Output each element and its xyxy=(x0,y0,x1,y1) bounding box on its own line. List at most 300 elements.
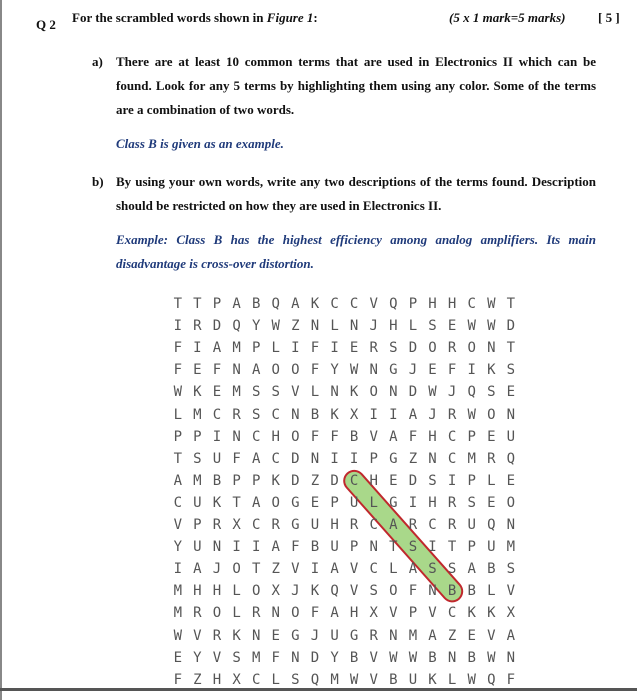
grid-letter[interactable]: K xyxy=(310,296,320,312)
grid-letter[interactable]: V xyxy=(506,583,516,600)
grid-letter[interactable]: D xyxy=(330,472,339,489)
grid-letter[interactable]: S xyxy=(389,340,398,357)
grid-letter[interactable]: O xyxy=(369,384,378,401)
grid-letter[interactable]: K xyxy=(330,406,339,423)
grid-letter[interactable]: R xyxy=(447,517,457,533)
grid-letter[interactable]: D xyxy=(291,450,300,467)
grid-letter[interactable]: Q xyxy=(506,450,516,467)
grid-letter[interactable]: G xyxy=(389,494,398,511)
grid-letter[interactable]: O xyxy=(212,605,222,622)
grid-letter[interactable]: W xyxy=(487,649,496,666)
grid-letter[interactable]: B xyxy=(467,649,476,666)
grid-letter[interactable]: A xyxy=(330,605,339,622)
grid-letter[interactable]: I xyxy=(408,494,418,511)
grid-letter[interactable]: Y xyxy=(330,649,339,666)
grid-letter[interactable]: O xyxy=(487,406,496,423)
grid-letter[interactable]: E xyxy=(467,627,476,644)
grid-letter[interactable]: O xyxy=(291,428,300,445)
grid-letter[interactable]: M xyxy=(330,671,339,688)
grid-letter[interactable]: J xyxy=(369,318,378,335)
grid-letter[interactable]: X xyxy=(506,605,516,622)
grid-letter[interactable]: W xyxy=(408,649,418,666)
grid-letter[interactable]: B xyxy=(389,671,398,688)
grid-letter[interactable]: T xyxy=(173,296,183,312)
grid-letter[interactable]: R xyxy=(271,517,280,533)
grid-letter[interactable]: A xyxy=(251,450,261,467)
grid-letter[interactable]: O xyxy=(291,362,300,379)
grid-letter[interactable]: T xyxy=(232,494,241,511)
grid-letter[interactable]: S xyxy=(447,561,457,578)
grid-letter[interactable]: U xyxy=(330,627,339,644)
grid-letter[interactable]: C xyxy=(349,472,359,489)
grid-letter[interactable]: H xyxy=(389,318,398,335)
grid-letter[interactable]: R xyxy=(349,517,359,533)
grid-letter[interactable]: O xyxy=(428,340,437,357)
grid-letter[interactable]: I xyxy=(173,318,183,335)
grid-letter[interactable]: B xyxy=(349,649,359,666)
grid-letter[interactable]: O xyxy=(506,494,516,511)
grid-letter[interactable]: K xyxy=(232,627,241,644)
grid-letter[interactable]: G xyxy=(291,627,300,644)
grid-letter[interactable]: B xyxy=(251,296,261,312)
grid-letter[interactable]: S xyxy=(487,384,496,401)
grid-letter[interactable]: M xyxy=(193,406,202,423)
grid-letter[interactable]: T xyxy=(193,296,202,312)
grid-letter[interactable]: H xyxy=(428,296,437,312)
grid-letter[interactable]: Q xyxy=(330,583,339,600)
grid-letter[interactable]: A xyxy=(408,561,418,578)
grid-letter[interactable]: B xyxy=(467,583,476,600)
grid-letter[interactable]: L xyxy=(487,583,496,600)
grid-letter[interactable]: V xyxy=(369,428,378,445)
grid-letter[interactable]: O xyxy=(271,494,280,511)
grid-letter[interactable]: K xyxy=(467,605,476,622)
grid-letter[interactable]: Y xyxy=(193,649,202,666)
grid-letter[interactable]: U xyxy=(467,517,476,533)
grid-letter[interactable]: Z xyxy=(408,450,418,467)
grid-letter[interactable]: I xyxy=(447,472,457,489)
grid-letter[interactable]: P xyxy=(251,472,261,489)
grid-letter[interactable]: D xyxy=(408,340,418,357)
grid-letter[interactable]: J xyxy=(291,583,300,600)
grid-letter[interactable]: Q xyxy=(389,296,398,312)
grid-letter[interactable]: A xyxy=(271,539,280,556)
grid-letter[interactable]: X xyxy=(271,583,280,600)
grid-letter[interactable]: I xyxy=(291,340,300,357)
grid-letter[interactable]: U xyxy=(193,494,202,511)
grid-letter[interactable]: V xyxy=(212,649,222,666)
grid-letter[interactable]: H xyxy=(212,671,222,688)
grid-letter[interactable]: N xyxy=(428,583,437,600)
grid-letter[interactable]: P xyxy=(408,605,418,622)
grid-letter[interactable]: I xyxy=(330,340,339,357)
grid-letter[interactable]: C xyxy=(447,428,457,445)
grid-letter[interactable]: A xyxy=(330,561,339,578)
grid-letter[interactable]: L xyxy=(232,583,241,600)
grid-letter[interactable]: W xyxy=(173,627,183,644)
grid-letter[interactable]: N xyxy=(349,318,359,335)
grid-letter[interactable]: S xyxy=(232,649,241,666)
grid-letter[interactable]: S xyxy=(291,671,300,688)
grid-letter[interactable]: N xyxy=(506,406,516,423)
grid-letter[interactable]: L xyxy=(369,494,378,511)
grid-letter[interactable]: W xyxy=(467,406,476,423)
grid-letter[interactable]: N xyxy=(212,539,222,556)
grid-letter[interactable]: C xyxy=(251,671,261,688)
grid-letter[interactable]: F xyxy=(310,340,320,357)
grid-letter[interactable]: K xyxy=(193,384,202,401)
grid-letter[interactable]: W xyxy=(428,384,437,401)
grid-letter[interactable]: R xyxy=(487,450,496,467)
grid-letter[interactable]: X xyxy=(369,605,378,622)
grid-letter[interactable]: M xyxy=(408,627,418,644)
grid-letter[interactable]: I xyxy=(193,340,202,357)
grid-letter[interactable]: M xyxy=(506,539,516,556)
grid-letter[interactable]: F xyxy=(310,362,320,379)
grid-letter[interactable]: R xyxy=(447,406,457,423)
grid-letter[interactable]: E xyxy=(506,472,516,489)
grid-letter[interactable]: N xyxy=(232,362,241,379)
grid-letter[interactable]: B xyxy=(212,472,222,489)
grid-letter[interactable]: M xyxy=(232,340,241,357)
grid-letter[interactable]: N xyxy=(506,517,516,533)
grid-letter[interactable]: F xyxy=(173,340,183,357)
grid-letter[interactable]: L xyxy=(310,384,320,401)
grid-letter[interactable]: C xyxy=(251,428,261,445)
grid-letter[interactable]: G xyxy=(291,517,300,533)
grid-letter[interactable]: X xyxy=(232,671,241,688)
grid-letter[interactable]: P xyxy=(251,340,261,357)
grid-letter[interactable]: F xyxy=(310,605,320,622)
grid-letter[interactable]: R xyxy=(193,605,202,622)
grid-letter[interactable]: F xyxy=(447,362,457,379)
grid-letter[interactable]: C xyxy=(447,605,457,622)
grid-letter[interactable]: K xyxy=(487,605,496,622)
grid-letter[interactable]: E xyxy=(310,494,320,511)
grid-letter[interactable]: V xyxy=(173,517,183,533)
grid-letter[interactable]: N xyxy=(369,539,378,556)
grid-letter[interactable]: R xyxy=(232,406,241,423)
grid-letter[interactable]: S xyxy=(251,384,261,401)
grid-letter[interactable]: A xyxy=(291,296,300,312)
grid-letter[interactable]: C xyxy=(212,406,222,423)
grid-letter[interactable]: B xyxy=(310,539,320,556)
grid-letter[interactable]: S xyxy=(506,362,516,379)
grid-letter[interactable]: K xyxy=(271,472,280,489)
grid-letter[interactable]: B xyxy=(349,428,359,445)
grid-letter[interactable]: W xyxy=(349,671,359,688)
grid-letter[interactable]: U xyxy=(193,539,202,556)
grid-letter[interactable]: P xyxy=(369,450,378,467)
grid-letter[interactable]: I xyxy=(349,450,359,467)
grid-letter[interactable]: C xyxy=(251,517,261,533)
grid-letter[interactable]: E xyxy=(428,362,437,379)
grid-letter[interactable]: F xyxy=(310,428,320,445)
grid-letter[interactable]: O xyxy=(232,561,241,578)
grid-letter[interactable]: R xyxy=(447,340,457,357)
grid-letter[interactable]: N xyxy=(506,649,516,666)
grid-letter[interactable]: R xyxy=(251,605,261,622)
grid-letter[interactable]: Z xyxy=(291,318,300,335)
grid-letter[interactable]: A xyxy=(467,561,476,578)
grid-letter[interactable]: F xyxy=(173,362,183,379)
grid-letter[interactable]: I xyxy=(232,539,241,556)
grid-letter[interactable]: A xyxy=(193,561,202,578)
grid-letter[interactable]: G xyxy=(349,627,359,644)
grid-letter[interactable]: N xyxy=(389,627,398,644)
grid-letter[interactable]: E xyxy=(173,649,183,666)
grid-letter[interactable]: K xyxy=(349,384,359,401)
grid-letter[interactable]: R xyxy=(408,517,418,533)
grid-letter[interactable]: L xyxy=(447,671,457,688)
grid-letter[interactable]: C xyxy=(369,561,378,578)
grid-letter[interactable]: P xyxy=(330,494,339,511)
grid-letter[interactable]: E xyxy=(389,472,398,489)
grid-letter[interactable]: I xyxy=(428,539,437,556)
grid-letter[interactable]: B xyxy=(428,649,437,666)
grid-letter[interactable]: O xyxy=(291,605,300,622)
grid-letter[interactable]: C xyxy=(271,450,280,467)
grid-letter[interactable]: W xyxy=(487,318,496,335)
grid-letter[interactable]: V xyxy=(369,296,378,312)
grid-letter[interactable]: A xyxy=(232,296,241,312)
grid-letter[interactable]: N xyxy=(447,649,457,666)
grid-letter[interactable]: Q xyxy=(271,296,280,312)
grid-letter[interactable]: E xyxy=(271,627,280,644)
grid-letter[interactable]: Q xyxy=(487,671,496,688)
grid-letter[interactable]: D xyxy=(212,318,222,335)
grid-letter[interactable]: P xyxy=(349,539,359,556)
grid-letter[interactable]: Q xyxy=(467,384,476,401)
grid-letter[interactable]: S xyxy=(271,384,280,401)
grid-letter[interactable]: P xyxy=(467,472,476,489)
grid-letter[interactable]: U xyxy=(408,671,418,688)
grid-letter[interactable]: U xyxy=(310,517,320,533)
grid-letter[interactable]: C xyxy=(330,296,339,312)
grid-letter[interactable]: W xyxy=(487,296,496,312)
grid-letter[interactable]: G xyxy=(291,494,300,511)
grid-letter[interactable]: T xyxy=(447,539,457,556)
grid-letter[interactable]: J xyxy=(408,362,418,379)
grid-letter[interactable]: F xyxy=(232,450,241,467)
grid-letter[interactable]: O xyxy=(467,340,476,357)
grid-letter[interactable]: W xyxy=(467,318,476,335)
grid-letter[interactable]: B xyxy=(447,583,457,600)
grid-letter[interactable]: U xyxy=(212,450,222,467)
grid-letter[interactable]: H xyxy=(447,296,457,312)
grid-letter[interactable]: R xyxy=(369,627,378,644)
grid-letter[interactable]: H xyxy=(428,428,437,445)
grid-letter[interactable]: H xyxy=(369,472,378,489)
grid-letter[interactable]: X xyxy=(349,406,359,423)
grid-letter[interactable]: V xyxy=(369,649,378,666)
grid-letter[interactable]: E xyxy=(349,340,359,357)
grid-letter[interactable]: E xyxy=(487,494,496,511)
grid-letter[interactable]: S xyxy=(428,561,437,578)
grid-letter[interactable]: L xyxy=(271,671,280,688)
grid-letter[interactable]: F xyxy=(271,649,280,666)
grid-letter[interactable]: P xyxy=(467,428,476,445)
grid-letter[interactable]: C xyxy=(271,406,280,423)
grid-letter[interactable]: O xyxy=(271,362,280,379)
grid-letter[interactable]: A xyxy=(428,627,437,644)
grid-letter[interactable]: L xyxy=(173,406,183,423)
grid-letter[interactable]: C xyxy=(369,517,378,533)
grid-letter[interactable]: S xyxy=(251,406,261,423)
grid-letter[interactable]: K xyxy=(428,671,437,688)
grid-letter[interactable]: P xyxy=(173,428,183,445)
grid-letter[interactable]: E xyxy=(447,318,457,335)
grid-letter[interactable]: S xyxy=(428,318,437,335)
grid-letter[interactable]: L xyxy=(487,472,496,489)
grid-letter[interactable]: C xyxy=(173,494,183,511)
grid-letter[interactable]: M xyxy=(173,605,183,622)
grid-letter[interactable]: O xyxy=(251,583,261,600)
grid-letter[interactable]: V xyxy=(193,627,202,644)
grid-letter[interactable]: E xyxy=(506,384,516,401)
grid-letter[interactable]: D xyxy=(506,318,516,335)
grid-letter[interactable]: H xyxy=(428,494,437,511)
grid-letter[interactable]: S xyxy=(506,561,516,578)
grid-letter[interactable]: C xyxy=(467,296,476,312)
grid-letter[interactable]: F xyxy=(506,671,516,688)
grid-letter[interactable]: R xyxy=(212,627,222,644)
grid-letter[interactable]: D xyxy=(408,384,418,401)
grid-letter[interactable]: U xyxy=(349,494,359,511)
grid-letter[interactable]: F xyxy=(330,428,339,445)
grid-letter[interactable]: W xyxy=(389,649,398,666)
grid-letter[interactable]: S xyxy=(369,583,378,600)
grid-letter[interactable]: P xyxy=(408,296,418,312)
grid-letter[interactable]: V xyxy=(428,605,437,622)
grid-letter[interactable]: E xyxy=(487,428,496,445)
grid-letter[interactable]: K xyxy=(310,583,320,600)
grid-letter[interactable]: N xyxy=(330,384,339,401)
grid-letter[interactable]: A xyxy=(173,472,183,489)
grid-letter[interactable]: P xyxy=(193,428,202,445)
grid-letter[interactable]: N xyxy=(291,649,300,666)
grid-letter[interactable]: A xyxy=(408,406,418,423)
grid-letter[interactable]: U xyxy=(506,428,516,445)
grid-letter[interactable]: K xyxy=(487,362,496,379)
grid-letter[interactable]: P xyxy=(232,472,241,489)
grid-letter[interactable]: E xyxy=(212,384,222,401)
grid-letter[interactable]: N xyxy=(428,450,437,467)
grid-letter[interactable]: S xyxy=(467,494,476,511)
grid-letter[interactable]: M xyxy=(251,649,261,666)
grid-letter[interactable]: Q xyxy=(310,671,320,688)
grid-letter[interactable]: S xyxy=(193,450,202,467)
grid-letter[interactable]: Z xyxy=(447,627,457,644)
grid-letter[interactable]: Q xyxy=(487,517,496,533)
grid-letter[interactable]: M xyxy=(173,583,183,600)
grid-letter[interactable]: H xyxy=(349,605,359,622)
grid-letter[interactable]: U xyxy=(330,539,339,556)
grid-letter[interactable]: O xyxy=(389,583,398,600)
grid-letter[interactable]: I xyxy=(389,406,398,423)
grid-letter[interactable]: N xyxy=(232,428,241,445)
grid-letter[interactable]: D xyxy=(291,472,300,489)
grid-letter[interactable]: U xyxy=(487,539,496,556)
grid-letter[interactable]: M xyxy=(232,384,241,401)
grid-letter[interactable]: A xyxy=(389,428,398,445)
grid-letter[interactable]: I xyxy=(251,539,261,556)
grid-letter[interactable]: B xyxy=(310,406,320,423)
grid-letter[interactable]: I xyxy=(369,406,378,423)
grid-letter[interactable]: A xyxy=(506,627,516,644)
grid-letter[interactable]: G xyxy=(389,362,398,379)
grid-letter[interactable]: H xyxy=(271,428,280,445)
grid-letter[interactable]: X xyxy=(232,517,241,533)
grid-letter[interactable]: Q xyxy=(232,318,241,335)
grid-letter[interactable]: J xyxy=(428,406,437,423)
grid-letter[interactable]: N xyxy=(251,627,261,644)
grid-letter[interactable]: R xyxy=(369,340,378,357)
grid-letter[interactable]: F xyxy=(212,362,222,379)
grid-letter[interactable]: H xyxy=(193,583,202,600)
grid-letter[interactable]: C xyxy=(428,517,437,533)
grid-letter[interactable]: T xyxy=(506,296,516,312)
grid-letter[interactable]: F xyxy=(291,539,300,556)
grid-letter[interactable]: M xyxy=(467,450,476,467)
grid-letter[interactable]: T xyxy=(173,450,183,467)
grid-letter[interactable]: H xyxy=(212,583,222,600)
grid-letter[interactable]: G xyxy=(389,450,398,467)
grid-letter[interactable]: A xyxy=(389,517,398,533)
grid-letter[interactable]: S xyxy=(428,472,437,489)
grid-letter[interactable]: Z xyxy=(271,561,280,578)
grid-letter[interactable]: R xyxy=(193,318,202,335)
grid-letter[interactable]: D xyxy=(408,472,418,489)
grid-letter[interactable]: T xyxy=(251,561,261,578)
grid-letter[interactable]: T xyxy=(506,340,516,357)
grid-letter[interactable]: K xyxy=(212,494,222,511)
grid-letter[interactable]: W xyxy=(467,671,476,688)
grid-letter[interactable]: L xyxy=(232,605,241,622)
grid-letter[interactable]: R xyxy=(447,494,457,511)
grid-letter[interactable]: R xyxy=(212,517,222,533)
grid-letter[interactable]: Z xyxy=(193,671,202,688)
grid-letter[interactable]: F xyxy=(408,583,418,600)
grid-letter[interactable]: N xyxy=(310,318,320,335)
grid-letter[interactable]: J xyxy=(212,561,222,578)
grid-letter[interactable]: C xyxy=(349,296,359,312)
grid-letter[interactable]: L xyxy=(389,561,398,578)
grid-letter[interactable]: I xyxy=(212,428,222,445)
grid-letter[interactable]: P xyxy=(193,517,202,533)
grid-letter[interactable]: Y xyxy=(173,539,183,556)
grid-letter[interactable]: L xyxy=(408,318,418,335)
grid-letter[interactable]: E xyxy=(193,362,202,379)
grid-letter[interactable]: D xyxy=(310,649,320,666)
grid-letter[interactable]: F xyxy=(173,671,183,688)
grid-letter[interactable]: W xyxy=(271,318,280,335)
grid-letter[interactable]: Z xyxy=(310,472,320,489)
grid-letter[interactable]: N xyxy=(271,605,280,622)
grid-letter[interactable]: N xyxy=(310,450,320,467)
grid-letter[interactable]: L xyxy=(330,318,339,335)
grid-letter[interactable]: I xyxy=(173,561,183,578)
grid-letter[interactable]: M xyxy=(193,472,202,489)
grid-letter[interactable]: V xyxy=(389,605,398,622)
grid-letter[interactable]: V xyxy=(369,671,378,688)
grid-letter[interactable]: W xyxy=(349,362,359,379)
grid-letter[interactable]: T xyxy=(389,539,398,556)
grid-letter[interactable]: V xyxy=(349,561,359,578)
grid-letter[interactable]: S xyxy=(408,539,418,556)
grid-letter[interactable]: V xyxy=(487,627,496,644)
grid-letter[interactable]: P xyxy=(212,296,222,312)
